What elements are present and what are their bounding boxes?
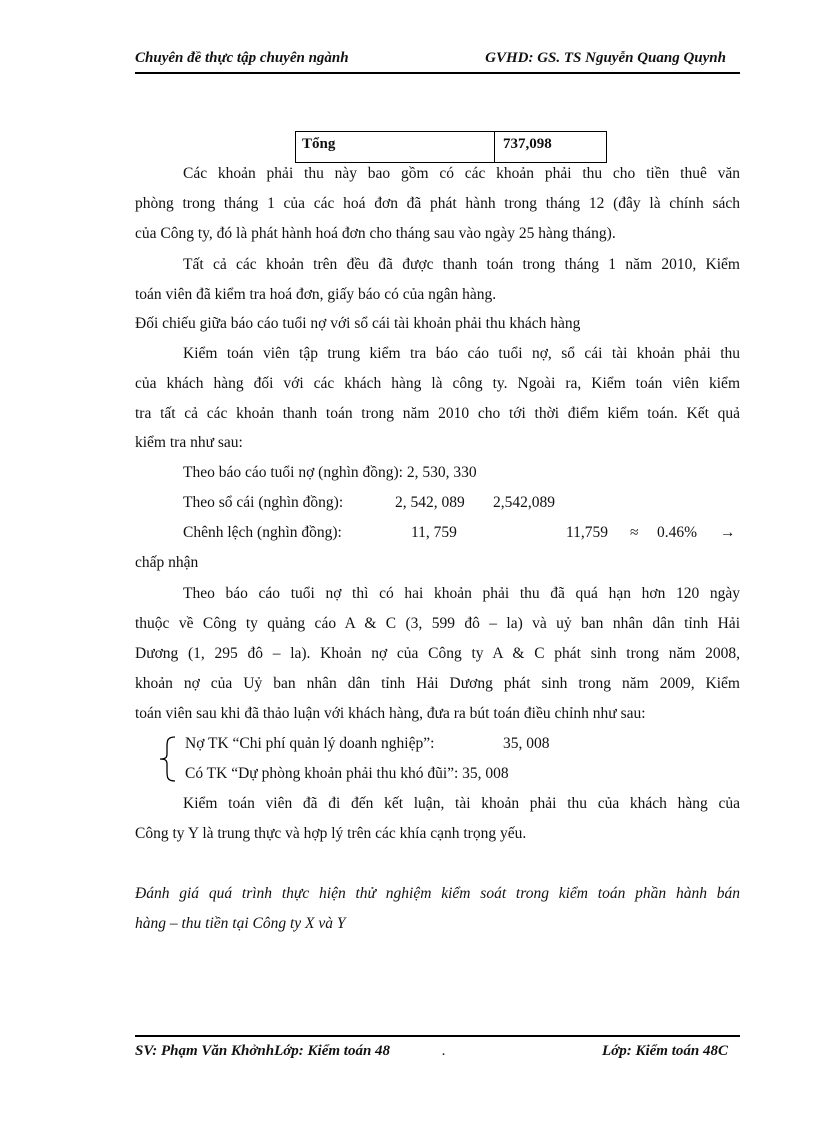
difference-percent: 0.46% <box>657 524 698 541</box>
difference-value: 11, 759 <box>411 524 457 541</box>
ledger-label: Theo sổ cái (nghìn đồng): <box>183 494 344 511</box>
ledger-value: 2, 542, 089 <box>395 494 465 511</box>
paragraph-line: tra tất cả các khoản thanh toán trong năm 2010 cho tới thời điểm kiểm toán. Kết quả <box>135 405 740 422</box>
paragraph-line: Theo báo cáo tuổi nợ thì có hai khoản phải thu đã quá hạn hơn 120 ngày <box>183 585 740 602</box>
paragraph-line: của Công ty, đó là phát hành hoá đơn cho tháng sau vào ngày 25 hàng tháng). <box>135 225 616 242</box>
section-heading-line: Đánh giá quá trình thực hiện thử nghiệm kiểm soát trong kiểm toán phần hành bán <box>135 885 740 902</box>
paragraph-line: Các khoản phải thu này bao gồm có các khoản phải thu cho tiền thuê văn <box>183 165 740 182</box>
paragraph-line: Kiểm toán viên tập trung kiểm tra báo cáo tuổi nợ, sổ cái tài khoản phải thu <box>183 345 740 362</box>
page-footer <box>135 1035 740 1067</box>
paragraph-line: thuộc về Công ty quảng cáo A & C (3, 599 đô – la) và uỷ ban nhân dân tỉnh Hải <box>135 615 740 632</box>
total-label: Tổng <box>302 136 336 152</box>
paragraph-line: toán viên đã kiểm tra hoá đơn, giấy báo có của ngân hàng. <box>135 286 497 303</box>
footer-class: Lớp: Kiểm toán 48C <box>602 1043 728 1059</box>
difference-label: Chênh lệch (nghìn đồng): <box>183 524 342 541</box>
debit-entry-label: Nợ TK “Chi phí quản lý doanh nghiệp”: <box>185 735 435 752</box>
conclusion-accept: chấp nhận <box>135 554 199 571</box>
paragraph-line: Kiểm toán viên đã đi đến kết luận, tài khoản phải thu của khách hàng của <box>183 795 740 812</box>
paragraph-line: kiểm tra như sau: <box>135 434 243 451</box>
paragraph-line: Công ty Y là trung thực và hợp lý trên các khía cạnh trọng yếu. <box>135 825 527 842</box>
debit-entry-value: 35, 008 <box>503 735 550 752</box>
paragraph-line: Tất cả các khoản trên đều đã được thanh toán trong tháng 1 năm 2010, Kiểm <box>183 256 740 273</box>
header-course-title: Chuyên đề thực tập chuyên ngành <box>135 50 349 66</box>
total-value: 737,098 <box>503 136 552 152</box>
arrow-right-icon: → <box>720 524 736 541</box>
paragraph-line: Dương (1, 295 đô – la). Khoản nợ của Công ty A & C phát sinh trong năm 2008, <box>135 645 740 662</box>
footer-student: SV: Phạm Văn KhởnhLớp: Kiểm toán 48 <box>135 1043 391 1059</box>
page-header <box>135 48 740 74</box>
ledger-value-alt: 2,542,089 <box>493 494 555 511</box>
credit-entry: Có TK “Dự phòng khoản phải thu khó đũi”: 35, 008 <box>185 765 509 782</box>
approx-symbol: ≈ <box>630 524 639 541</box>
header-supervisor: GVHD: GS. TS Nguyễn Quang Quynh <box>485 50 726 66</box>
paragraph-line: khoản nợ của Uỷ ban nhân dân tỉnh Hải Dương phát sinh trong năm 2009, Kiểm <box>135 675 740 692</box>
curly-brace-icon <box>157 735 179 783</box>
footer-dot: . <box>442 1043 446 1059</box>
aging-report-total: Theo báo cáo tuổi nợ (nghìn đồng): 2, 530, 330 <box>183 464 477 481</box>
table-divider <box>494 132 495 162</box>
section-heading-line: hàng – thu tiền tại Công ty X và Y <box>135 915 346 932</box>
paragraph-line: toán viên sau khi đã thảo luận với khách hàng, đưa ra bút toán điều chỉnh như sau: <box>135 705 646 722</box>
paragraph-line: phòng trong tháng 1 của các hoá đơn đã phát hành trong tháng 12 (đây là chính sách <box>135 195 740 212</box>
subsection-heading: Đối chiếu giữa báo cáo tuổi nợ với sổ cái tài khoản phải thu khách hàng <box>135 315 581 332</box>
difference-value-alt: 11,759 <box>566 524 609 541</box>
total-table <box>295 131 607 163</box>
paragraph-line: của khách hàng đối với các khách hàng là công ty. Ngoài ra, Kiểm toán viên kiểm <box>135 375 740 392</box>
